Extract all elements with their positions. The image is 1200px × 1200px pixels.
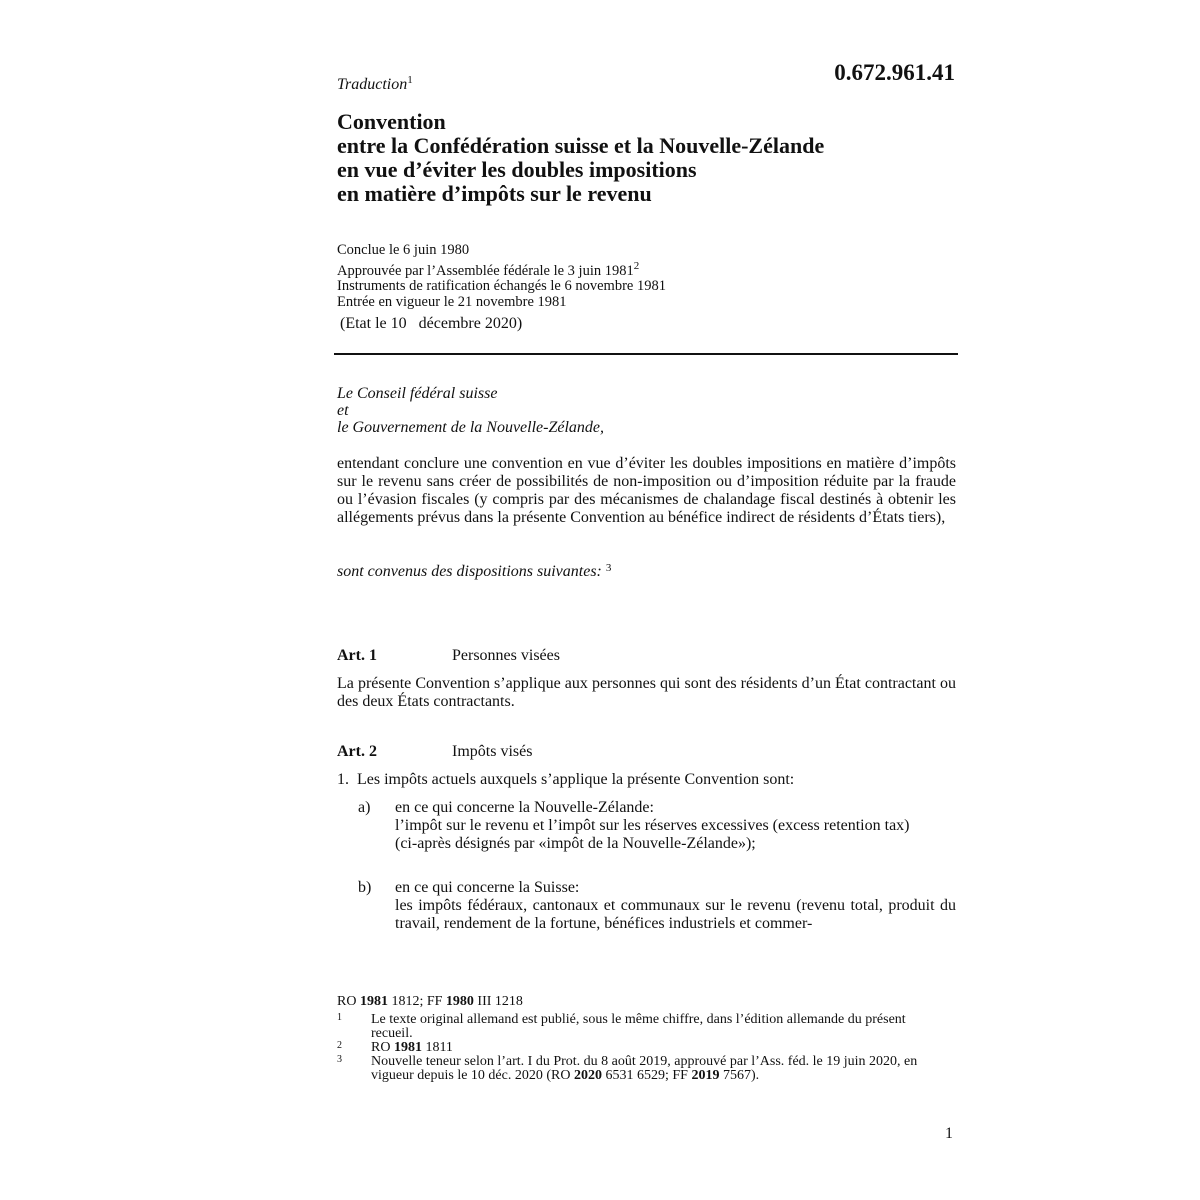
contracting-parties: [337, 385, 604, 436]
item-a-line: en ce qui concerne la Nouvelle-Zélande:: [395, 799, 654, 816]
footnote-year: 2019: [691, 1068, 720, 1083]
header-divider: [334, 353, 958, 355]
ratification-date: Instruments de ratification échangés le 6 novembre 1981: [337, 278, 666, 294]
footnote-text: Nouvelle teneur selon l’art. I du Prot. du 8 août 2019, approuvé par l’Ass. féd. le 19 juin 2020, en vigueur depuis le 10 déc. 2020 (RO: [371, 1054, 918, 1083]
article-2-paragraph-1: 1. Les impôts actuels auxquels s’applique la présente Convention sont:: [337, 771, 795, 788]
footnote-number: 2: [337, 1040, 342, 1051]
item-a-line: l’impôt sur le revenu et l’impôt sur les réserves excessives (excess retention tax): [395, 817, 910, 834]
footnote-text: 1811: [421, 1040, 453, 1055]
title-line: entre la Confédération suisse et la Nouvelle-Zélande: [337, 133, 825, 158]
title-line: en matière d’impôts sur le revenu: [337, 181, 652, 206]
approved-text: Approuvée par l’Assemblée fédérale le 3 juin 1981: [337, 262, 634, 279]
item-a-line: (ci-après désignés par «impôt de la Nouvelle-Zélande»);: [395, 835, 756, 852]
footnote-text: Le texte original allemand est publié, sous le même chiffre, dans l’édition allemande du présent recueil.: [371, 1012, 906, 1041]
footnote-number: 3: [337, 1054, 342, 1065]
footnote-3: [337, 1055, 931, 1083]
ref-year: 1981: [359, 994, 388, 1009]
party-conjunction: et: [337, 402, 349, 419]
footnote-text: 7567).: [719, 1068, 760, 1083]
item-b-line: les impôts fédéraux, cantonaux et communaux sur le revenu (revenu total, produit du travail, rendement de la fortune, bénéfices industriels et commer-: [395, 897, 956, 932]
footnote-year: 2020: [573, 1068, 602, 1083]
page-number: 1: [945, 1125, 953, 1142]
footnote-text: RO: [371, 1040, 394, 1055]
ref-year: 1980: [445, 994, 474, 1009]
ref-part: RO: [337, 994, 360, 1009]
entry-into-force-date: Entrée en vigueur le 21 novembre 1981: [337, 293, 567, 310]
concluded-date: Conclue le 6 juin 1980: [337, 242, 470, 258]
article-2-number: Art. 2: [337, 743, 377, 760]
convention-dates: [337, 243, 666, 310]
status-date: (Etat le 10 décembre 2020): [340, 315, 523, 332]
footnote-1: [337, 1013, 931, 1041]
footnote-year: 1981: [393, 1040, 422, 1055]
article-2-title: Impôts visés: [452, 743, 533, 760]
item-a-text: [395, 799, 956, 853]
article-1-title: Personnes visées: [452, 647, 560, 664]
party-new-zealand: le Gouvernement de la Nouvelle-Zélande,: [337, 419, 605, 436]
footnote-text: 6531 6529; FF: [601, 1068, 692, 1083]
item-a-letter: a): [358, 799, 371, 816]
agreed-provisions-text: sont convenus des dispositions suivantes:: [337, 563, 602, 580]
article-1-number: Art. 1: [337, 647, 377, 664]
agreed-provisions-line: [337, 562, 611, 581]
source-reference: [337, 995, 931, 1009]
article-1-text: La présente Convention s’applique aux personnes qui sont des résidents d’un État contractant ou des deux États contractants.: [337, 675, 956, 710]
footnote-ref-2[interactable]: 2: [633, 259, 640, 272]
footnote-ref-1[interactable]: 1: [407, 74, 413, 86]
translation-text: Traduction: [337, 76, 408, 93]
systematic-number: 0.672.961.41: [834, 60, 955, 85]
party-switzerland: Le Conseil fédéral suisse: [337, 385, 498, 402]
item-b-text: [395, 879, 956, 933]
item-b-line: en ce qui concerne la Suisse:: [395, 879, 580, 896]
translation-label: [337, 74, 413, 94]
ref-part: III 1218: [473, 994, 523, 1009]
footnotes: [337, 995, 931, 1083]
footnote-2: [337, 1041, 931, 1055]
title-line: en vue d’éviter les doubles impositions: [337, 157, 697, 182]
footnote-ref-3[interactable]: 3: [605, 562, 612, 574]
preamble-text: entendant conclure une convention en vue d’éviter les doubles impositions en matière d’impôts sur le revenu sans créer de possibilités de non-imposition ou d’imposition réduite par la fraude ou l’évasion fiscales (y compris par des mécanismes de chalandage fiscal destinés à obtenir les allégements prévus dans la présente Convention au bénéfice indirect de résidents d’États tiers),: [337, 455, 956, 526]
ref-part: 1812; FF: [387, 994, 446, 1009]
item-b-letter: b): [358, 879, 372, 896]
approved-date: [337, 259, 666, 280]
document-title: [337, 110, 957, 206]
footnote-number: 1: [337, 1012, 342, 1023]
title-line: Convention: [337, 109, 446, 134]
